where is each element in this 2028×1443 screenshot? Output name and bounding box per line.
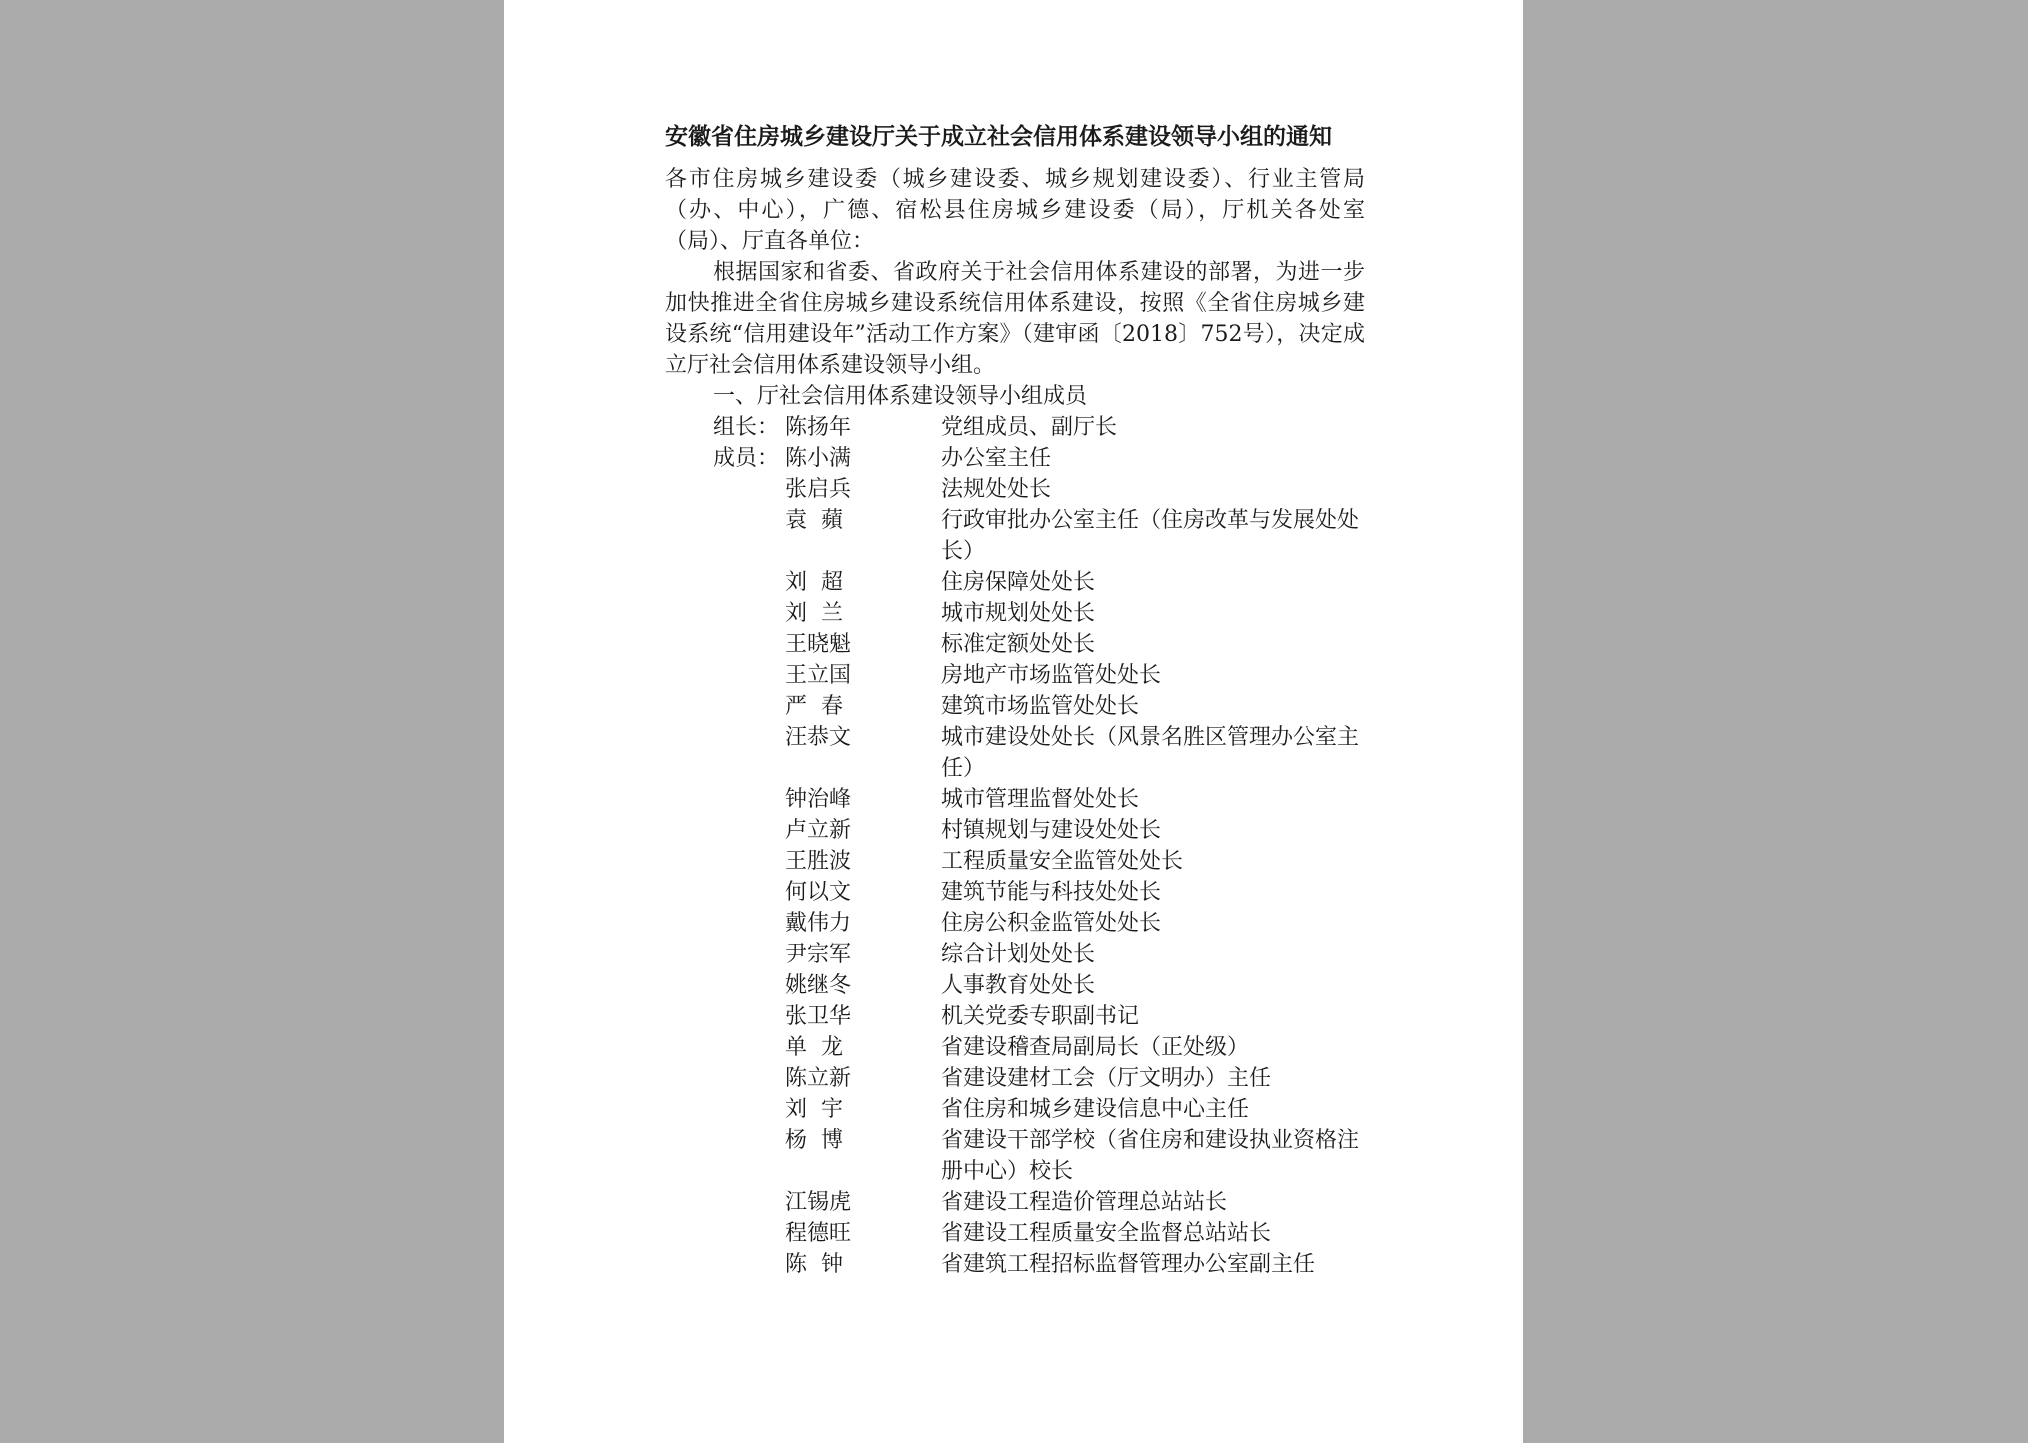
member-role [713, 846, 785, 877]
member-role [713, 1125, 785, 1187]
member-role [713, 1218, 785, 1249]
member-title: 城市建设处处长（风景名胜区管理办公室主任） [941, 725, 1360, 781]
member-row [665, 939, 1365, 970]
member-title: 省建设建材工会（厅文明办）主任 [941, 1066, 1272, 1091]
member-title: 法规处处长 [941, 477, 1052, 502]
member-name: 袁 蘋 [785, 508, 843, 533]
member-name: 姚继冬 [785, 973, 852, 998]
document-title: 安徽省住房城乡建设厅关于成立社会信用体系建设领导小组的通知 [665, 123, 1332, 150]
member-title: 党组成员、副厅长 [941, 415, 1118, 440]
member-name: 陈扬年 [785, 415, 852, 440]
member-row [665, 1187, 1365, 1218]
document-page [504, 0, 1523, 1443]
member-title: 省建设工程造价管理总站站长 [941, 1190, 1228, 1215]
member-row [665, 1249, 1365, 1280]
member-role [713, 691, 785, 722]
member-title: 人事教育处处长 [941, 973, 1096, 998]
member-row [665, 1063, 1365, 1094]
member-row [665, 474, 1365, 505]
member-row [665, 1094, 1365, 1125]
member-name: 张启兵 [785, 477, 852, 502]
member-role: 成员： [713, 446, 780, 471]
member-name: 刘 兰 [785, 601, 843, 626]
member-title: 标准定额处处长 [941, 632, 1096, 657]
member-title: 城市规划处处长 [941, 601, 1096, 626]
member-name: 王立国 [785, 663, 852, 688]
member-title: 建筑节能与科技处处长 [941, 880, 1162, 905]
member-role [713, 629, 785, 660]
member-name: 尹宗军 [785, 942, 852, 967]
member-role [713, 1249, 785, 1280]
member-title: 城市管理监督处处长 [941, 787, 1140, 812]
member-name: 王胜波 [785, 849, 852, 874]
member-row [665, 908, 1365, 939]
member-name: 陈立新 [785, 1066, 852, 1091]
member-name: 单 龙 [785, 1035, 843, 1060]
member-role [713, 970, 785, 1001]
member-row [665, 1125, 1365, 1187]
member-title: 省住房和城乡建设信息中心主任 [941, 1097, 1250, 1122]
member-title: 省建设稽查局副局长（正处级） [941, 1035, 1250, 1060]
member-role [713, 1032, 785, 1063]
section-heading: 一、厅社会信用体系建设领导小组成员 [713, 384, 1088, 409]
member-role [713, 877, 785, 908]
member-role [713, 660, 785, 691]
member-name: 刘 超 [785, 570, 843, 595]
member-title: 住房保障处处长 [941, 570, 1096, 595]
member-name: 汪恭文 [785, 725, 852, 750]
member-row [665, 815, 1365, 846]
member-title: 房地产市场监管处处长 [941, 663, 1162, 688]
member-role [713, 1001, 785, 1032]
member-name: 杨 博 [785, 1128, 843, 1153]
member-role [713, 474, 785, 505]
member-row [665, 1001, 1365, 1032]
member-name: 江锡虎 [785, 1190, 852, 1215]
member-row [665, 1218, 1365, 1249]
member-name: 钟治峰 [785, 787, 852, 812]
salutation: 各市住房城乡建设委（城乡建设委、城乡规划建设委）、行业主管局（办、中心），广德、宿松县住房城乡建设委（局），厅机关各处室（局）、厅直各单位： [665, 167, 1365, 254]
member-role [713, 505, 785, 567]
member-name: 陈 钟 [785, 1252, 843, 1277]
member-row [665, 1032, 1365, 1063]
member-title: 综合计划处处长 [941, 942, 1096, 967]
member-row [665, 970, 1365, 1001]
member-row [665, 660, 1365, 691]
member-title: 省建筑工程招标监督管理办公室副主任 [941, 1252, 1316, 1277]
member-row [665, 567, 1365, 598]
member-list [665, 412, 1365, 1280]
member-role [713, 598, 785, 629]
member-name: 张卫华 [785, 1004, 852, 1029]
member-name: 王晓魁 [785, 632, 852, 657]
member-name: 何以文 [785, 880, 852, 905]
member-title: 办公室主任 [941, 446, 1052, 471]
member-title: 省建设干部学校（省住房和建设执业资格注册中心）校长 [941, 1128, 1360, 1184]
member-row [665, 412, 1365, 443]
member-role [713, 1094, 785, 1125]
member-name: 刘 宇 [785, 1097, 843, 1122]
member-role [713, 815, 785, 846]
member-role [713, 908, 785, 939]
member-name: 陈小满 [785, 446, 852, 471]
document-content [665, 120, 1365, 1280]
member-title: 建筑市场监管处处长 [941, 694, 1140, 719]
member-row [665, 598, 1365, 629]
member-row [665, 443, 1365, 474]
member-role: 组长： [713, 415, 780, 440]
member-row [665, 722, 1365, 784]
body-paragraph: 根据国家和省委、省政府关于社会信用体系建设的部署，为进一步加快推进全省住房城乡建设系统信用体系建设，按照《全省住房城乡建设系统“信用建设年”活动工作方案》（建审函〔2018〕752号），决定成立厅社会信用体系建设领导小组。 [665, 260, 1365, 378]
member-title: 行政审批办公室主任（住房改革与发展处处长） [941, 508, 1360, 564]
member-row [665, 505, 1365, 567]
member-role [713, 1187, 785, 1218]
member-row [665, 691, 1365, 722]
member-name: 程德旺 [785, 1221, 852, 1246]
member-row [665, 784, 1365, 815]
member-title: 工程质量安全监管处处长 [941, 849, 1184, 874]
member-title: 住房公积金监管处处长 [941, 911, 1162, 936]
member-name: 严 春 [785, 694, 843, 719]
member-name: 卢立新 [785, 818, 852, 843]
member-role [713, 784, 785, 815]
member-name: 戴伟力 [785, 911, 852, 936]
member-title: 省建设工程质量安全监督总站站长 [941, 1221, 1272, 1246]
member-row [665, 846, 1365, 877]
member-role [713, 567, 785, 598]
member-role [713, 939, 785, 970]
member-title: 村镇规划与建设处处长 [941, 818, 1162, 843]
member-role [713, 1063, 785, 1094]
member-role [713, 722, 785, 784]
member-row [665, 877, 1365, 908]
member-row [665, 629, 1365, 660]
member-title: 机关党委专职副书记 [941, 1004, 1140, 1029]
